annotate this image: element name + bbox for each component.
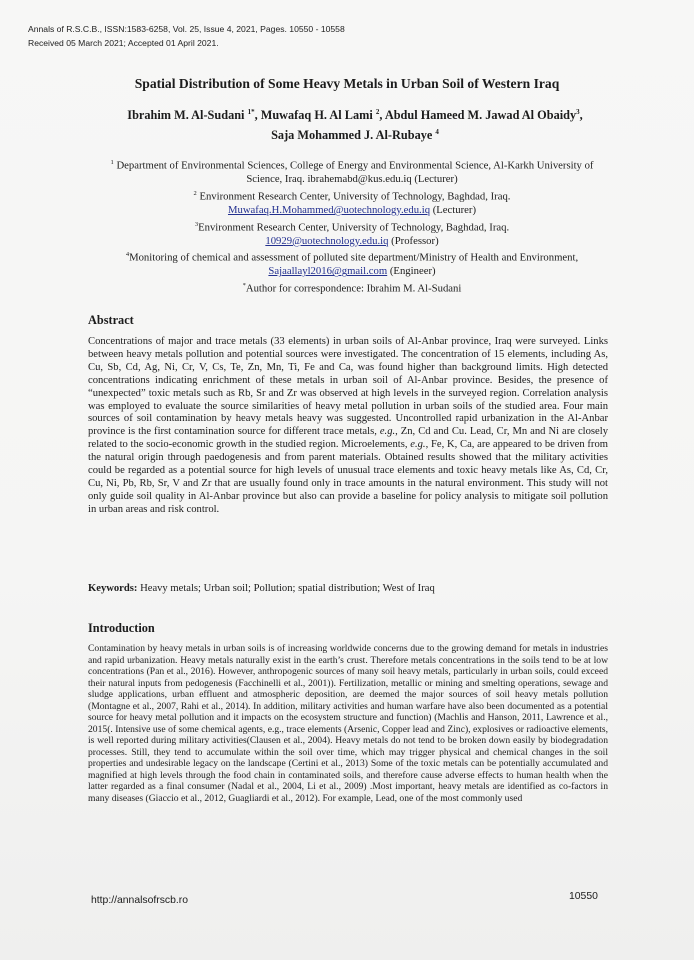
author-name: , Abdul Hameed M. Jawad Al Obaidy [379,108,577,123]
keywords-text: Heavy metals; Urban soil; Pollution; spatial distribution; West of Iraq [137,583,435,594]
correspondence-marker: * [242,282,246,289]
affiliation-4 [96,248,608,279]
affiliation-text: Environment Research Center, University of Technology, Baghdad, Iraq. [196,190,511,203]
affiliation-marker: 1 [110,159,114,166]
email-link[interactable]: Muwafaq.H.Mohammed@uotechnology.edu.iq [227,203,431,216]
abstract-eg: e.g. [410,439,426,451]
affiliation-role: (Professor) [388,234,439,247]
received-accepted-dates: Received 05 March 2021; Accepted 01 April 2021. [28,38,219,48]
affiliation-text: Department of Environmental Sciences, College of Energy and Environmental Science, Al-Karkh University of Science, Iraq. ibrahemabd@kus.edu.iq (Lecturer) [113,159,594,186]
page-number: 10550 [569,891,598,902]
affiliation-marker: 4 [125,251,130,259]
affiliations [96,156,608,296]
author-superscript: 4 [435,128,439,137]
introduction-text: Contamination by heavy metals in urban soils is of increasing worldwide concerns due to the growing demand for metals in industries and rapid urbanization. Heavy metals naturally exist in the earth’s crust. Therefore metals concentrations in the soils tend to be at low concentrations (Pan et al., 2016). However, anthropogenic sources of many soil heavy metals, particularly in urban soils, could exceed their natural inputs from pedogenesis (Facchinelli et al., 2001)). Fertilization, metallic or mining and smelting operations, sewage and sludge applications, urban effluent and atmospheric deposition, are deemed the major sources of soil heavy metals pollution (Montagne et al., 2007, Rahi et al., 2014). In addition, military activities and human warfare have also been documented as a potential source for heavy metal pollution and it impacts on the ecosystem structure and function) (Machlis and Hanson, 2011, Lawrence et al., 2015(. Intensive use of some chemical agents, e.g., trace elements (Arsenic, Copper lead and Zinc), explosives or radioactive elements, is well reported during military activities(Clausen et al., 2004). Heavy metals do not tend to be broken down easily by biodegradation processes. Still, they tend to accumulate within the soil over time, which may trigger physical and chemical changes in the soil properties and undesirable legacy on the landscape (Certini et al., 2013) Some of the toxic metals can be potentially accumulated and magnified at high levels through the food chain in contaminated soils, and therefore cause adverse effects to human health when the latter regarded as a final consumer (Nadal et al., 2004, Li et al., 2009) .Most important, heavy metals are identified as co-factors in many diseases (Giaccio et al., 2012, Guagliardi et al., 2012). For example, Lead, one of the most commonly used [88,643,608,804]
author-name: Saja Mohammed J. Al-Rubaye [271,128,436,143]
journal-citation: Annals of R.S.C.B., ISSN:1583-6258, Vol. 25, Issue 4, 2021, Pages. 10550 - 10558 [28,24,345,34]
correspondence-note [96,279,608,296]
paper-title: Spatial Distribution of Some Heavy Metals in Urban Soil of Western Iraq [134,76,560,91]
author-separator: , [579,108,583,123]
author-superscript: 3 [576,108,580,116]
affiliation-3 [96,218,608,249]
affiliation-text: Environment Research Center, University of Technology, Baghdad, Iraq. [198,221,510,234]
abstract-part: Concentrations of major and trace metals (33 elements) in urban soils of Al-Anbar province, Iraq were surveyed. Links between heavy metals pollution and potential sources were investigated. The concentration of 15 elements, including As, Cu, Sb, Cd, Ag, Ni, Cr, V, Cs, Te, Zn, Mn, Ti, Fe and Ca, was found higher than background limits. High detected concentrations indicating enrichment of these metals in urban soil of Al-Anbar province. Besides, the presence of “unexpected” toxic metals such as Rb, Sr and Zr was observed at high levels in the surveyed region. Correlation analysis was employed to evaluate the source similarities of heavy metal pollution in urban soils of the studied area. Four main sources of soil contamination by heavy metals heavy was suggested. Uncontrolled rapid urbanization in the Al-Anbar province is the first contamination source for different trace metals, [88,336,608,438]
abstract-part: , Fe, K, Ca, are appeared to be driven from the natural origin through paedogenesis and from parent materials. Obtained results showed that the military activities could be regarded as a potential source for high levels of unusual trace elements and toxic heavy metals like As, Cd, Cr, Cu, Ni, Pb, Rb, Sr, V and Zr that are usually found only in trace amounts in the natural environment. This study will not only guide soil quality in Al-Anbar province but also can provide a baseline for policy analysis to mitigate soil pollution in urban areas and risk control. [88,439,608,515]
affiliation-marker: 2 [193,189,197,197]
author-list [60,104,650,144]
introduction-heading: Introduction [88,621,155,635]
author-superscript: 2 [375,108,380,116]
keywords-line [88,583,608,594]
abstract-part: , Zn, Cd and Cu. Lead, Cr, Mn and Ni are closely related to the socio-economic growth in the studied region. Microelements, [88,426,608,451]
affiliation-role: (Lecturer) [430,203,477,216]
abstract-text [88,336,608,517]
footer-url[interactable]: http://annalsofrscb.ro [91,895,189,906]
abstract-eg: e.g. [379,426,396,438]
affiliation-2 [96,187,608,218]
author-name: Ibrahim M. Al-Sudani [127,108,248,123]
affiliation-text: Monitoring of chemical and assessment of polluted site department/Ministry of Health and Environment, [129,251,579,264]
author-name: , Muwafaq H. Al Lami [254,108,376,123]
affiliation-role: (Engineer) [387,265,436,278]
keywords-label: Keywords: [88,583,138,594]
author-superscript: 1* [247,108,255,116]
abstract-heading: Abstract [88,313,134,327]
affiliation-1 [96,156,608,187]
correspondence-text: Author for correspondence: Ibrahim M. Al-Sudani [245,282,462,295]
email-link[interactable]: Sajaallayl2016@gmail.com [268,265,388,278]
email-link[interactable]: 10929@uotechnology.edu.iq [265,234,389,247]
affiliation-marker: 3 [194,220,199,228]
